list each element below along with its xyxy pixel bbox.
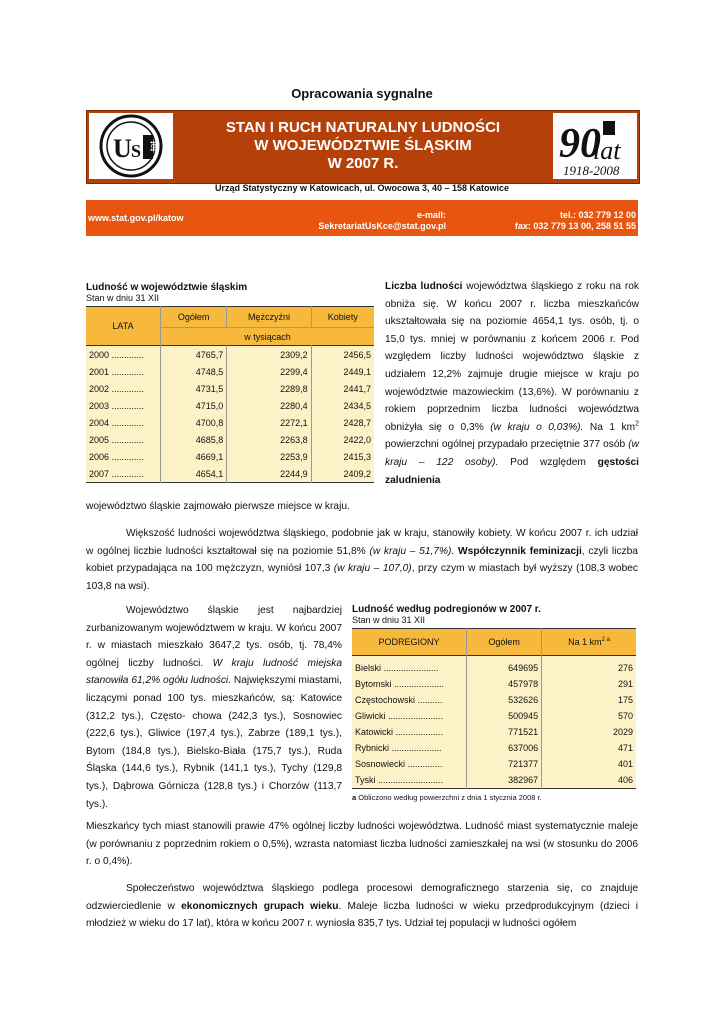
- population-table-title: Ludność w województwie śląskim: [86, 282, 248, 293]
- women-cell: 2422,0: [311, 431, 374, 448]
- population-table: [86, 306, 374, 483]
- year-cell: 2001 .............: [89, 366, 145, 377]
- paragraph-population: Liczba ludności województwa śląskiego z roku na rok obniża się. W końcu 2007 r. liczba mieszkańców ukształtowała się na poziomie 4654,1 tys. osób, tj. o 15,0 tys. mniej w porównaniu z końcem 2006 r. Pod względem liczby ludności województwo śląskie z udziałem 12,2% zajmuje drugie miejsce w kraju po województwie mazowieckim (13,6%). W porównaniu z rokiem poprzednim liczba ludności województwa obniżyła się o 0,3% (w kraju o 0,03%). Na 1 $km^2$ powierzchni ogólnej przypadało przeciętnie 377 osób (w kraju – 122 osoby). Pod względem gęstości zaludnienia: [385, 281, 640, 486]
- us-logo: [89, 113, 173, 179]
- women-cell: 2441,7: [311, 380, 374, 397]
- paragraph-feminization: Większość ludności województwa śląskiego, podobnie jak w kraju, stanowiły kobiety. W końcu 2007 r. ich udział w ogólnej liczbie ludności kształtował się na poziomie 51,8% (w kraju – 51,7%). Współczynnik feminizacji, czyli liczba kobiet przypadająca na 100 mężczyzn, wyniósł 107,3 (w kraju – 107,0), przy czym w miastach był wyższy (108,3 wobec 103,8 na wsi).: [86, 528, 638, 592]
- table-row: [352, 676, 636, 692]
- email-label: e-mail:: [416, 210, 446, 220]
- subregion-name-cell: Tyski ..........................: [355, 775, 444, 785]
- women-cell: 2409,2: [311, 465, 374, 483]
- table-row: [86, 346, 374, 364]
- density-cell: 406: [542, 772, 636, 789]
- men-cell: 2253,9: [227, 448, 311, 465]
- office-address: Urząd Statystyczny w Katowicach, ul. Owocowa 3, 40 – 158 Katowice: [214, 183, 510, 193]
- table-row: [352, 656, 636, 677]
- population-table-block: [86, 282, 376, 483]
- website-link[interactable]: www.stat.gov.pl/katow: [88, 213, 184, 223]
- col-women: Kobiety: [311, 307, 374, 328]
- total-cell: 4765,7: [161, 346, 227, 364]
- anniversary-word: lat: [593, 136, 621, 165]
- year-cell: 2005 .............: [89, 434, 145, 445]
- population-table-subtitle: Stan w dniu 31 XII: [86, 293, 160, 303]
- density-cell: 471: [542, 740, 636, 756]
- contact-bar: [86, 200, 638, 236]
- total-cell: 4700,8: [161, 414, 227, 431]
- subregion-table-title: Ludność według podregionów w 2007 r.: [352, 604, 541, 615]
- svg-text:S: S: [131, 141, 142, 161]
- subregion-name-cell: Bytomski ....................: [355, 679, 445, 689]
- email-block: [286, 210, 446, 232]
- table-row: [352, 724, 636, 740]
- col-lata: LATA: [112, 321, 134, 331]
- subregion-total-cell: 532626: [467, 692, 542, 708]
- table-row: [352, 708, 636, 724]
- subregion-name-cell: Katowicki ...................: [355, 727, 444, 737]
- total-cell: 4654,1: [161, 465, 227, 483]
- subregion-total-cell: 500945: [467, 708, 542, 724]
- email-link[interactable]: SekretariatUsKce@stat.gov.pl: [318, 221, 446, 231]
- series-title: Opracowania sygnalne: [291, 86, 433, 101]
- men-cell: 2272,1: [227, 414, 311, 431]
- subregion-total-cell: 637006: [467, 740, 542, 756]
- paragraph-population-continuation: województwo śląskie zajmowało pierwsze miejsce w kraju.: [86, 501, 350, 512]
- women-cell: 2434,5: [311, 397, 374, 414]
- table-row: [86, 465, 374, 483]
- table-row: [86, 414, 374, 431]
- phone-number: tel.: 032 779 12 00: [559, 210, 636, 220]
- table-row: [86, 431, 374, 448]
- men-cell: 2263,8: [227, 431, 311, 448]
- men-cell: 2280,4: [227, 397, 311, 414]
- women-cell: 2449,1: [311, 363, 374, 380]
- density-cell: 401: [542, 756, 636, 772]
- table-row: [352, 772, 636, 789]
- density-cell: 276: [542, 656, 636, 677]
- total-cell: 4748,5: [161, 363, 227, 380]
- men-cell: 2289,8: [227, 380, 311, 397]
- table-row: [352, 756, 636, 772]
- density-cell: 2029: [542, 724, 636, 740]
- table-row: [86, 397, 374, 414]
- table-row: [86, 448, 374, 465]
- subregion-name-cell: Częstochowski ..........: [355, 695, 443, 705]
- year-cell: 2000 .............: [89, 349, 145, 360]
- subregion-footnote: a Obliczono według powierzchni z dnia 1 stycznia 2008 r.: [352, 793, 542, 802]
- col-subregion-total: Ogółem: [467, 629, 542, 656]
- subregion-total-cell: 649695: [467, 656, 542, 677]
- document-title: STAN I RUCH NATURALNY LUDNOŚCI W WOJEWÓDZTWIE ŚLĄSKIM W 2007 R.: [225, 119, 501, 172]
- women-cell: 2456,5: [311, 346, 374, 364]
- year-cell: 2006 .............: [89, 451, 145, 462]
- year-cell: 2004 .............: [89, 417, 145, 428]
- anniversary-number: 90: [559, 121, 601, 167]
- subregion-total-cell: 382967: [467, 772, 542, 789]
- subregion-table-subtitle: Stan w dniu 31 XII: [352, 615, 426, 625]
- anniversary-years: 1918-2008: [563, 163, 620, 178]
- title-banner: [86, 110, 640, 184]
- subregion-table: [352, 628, 636, 789]
- svg-text:tat: tat: [148, 140, 158, 151]
- table-row: [86, 380, 374, 397]
- men-cell: 2299,4: [227, 363, 311, 380]
- col-subregion: PODREGIONY: [378, 637, 440, 647]
- table-row: [86, 363, 374, 380]
- subregion-name-cell: Gliwicki ......................: [355, 711, 444, 721]
- total-cell: 4685,8: [161, 431, 227, 448]
- year-cell: 2003 .............: [89, 400, 145, 411]
- subregion-name-cell: Bielski ......................: [355, 663, 439, 673]
- col-density: Na 1 $km^{2 a}$: [542, 629, 636, 656]
- women-cell: 2428,7: [311, 414, 374, 431]
- total-cell: 4715,0: [161, 397, 227, 414]
- subregion-total-cell: 771521: [467, 724, 542, 740]
- paragraph-age-groups: Społeczeństwo województwa śląskiego podlega procesowi demograficznego starzenia się, co znajduje odzwierciedlenie w ekonomicznych grupach wieku. Maleje liczba ludności w wieku przedprodukcyjnym (dzieci i młodzież w wieku do 17 lat), która w końcu 2007 r. wyniosła 835,7 tys. Udział tej populacji w ludności ogółem: [86, 883, 638, 930]
- fax-number: fax: 032 779 13 00, 258 51 55: [514, 221, 636, 231]
- men-cell: 2244,9: [227, 465, 311, 483]
- year-cell: 2002 .............: [89, 383, 145, 394]
- density-cell: 175: [542, 692, 636, 708]
- paragraph-urbanization: Województwo śląskie jest najbardziej zurbanizowanym województwem w kraju. W końcu 2007 r. w miastach mieszkało 3647,2 tys. osób, tj. 78,4% ogólnej liczby ludności. W kraju ludność miejska stanowiła 61,2% ogółu ludności. Największymi miastami, liczącymi ponad 100 tys. mieszkańców, są: Katowice (312,2 tys.), Często- chowa (242,3 tys.), Sosnowiec (222,6 tys.), Gliwice (197,4 tys.), Zabrze (189,1 tys.), Bytom (184,8 tys.), Bielsko-Biała (175,7 tys.), Ruda Śląska (144,6 tys.), Rybnik (141,1 tys.), Tychy (129,8 tys.), Dąbrowa Górnicza (128,8 tys.) i Chorzów (113,7 tys.).: [86, 605, 342, 810]
- svg-text:U: U: [113, 134, 132, 163]
- subregion-name-cell: Rybnicki ....................: [355, 743, 442, 753]
- total-cell: 4669,1: [161, 448, 227, 465]
- col-total: Ogółem: [161, 307, 227, 328]
- subregion-name-cell: Sosnowiecki ..............: [355, 759, 443, 769]
- total-cell: 4731,5: [161, 380, 227, 397]
- density-cell: 291: [542, 676, 636, 692]
- table-row: [352, 692, 636, 708]
- anniversary-logo: [553, 113, 637, 179]
- subregion-total-cell: 457978: [467, 676, 542, 692]
- col-men: Mężczyźni: [227, 307, 311, 328]
- women-cell: 2415,3: [311, 448, 374, 465]
- subregion-total-cell: 721377: [467, 756, 542, 772]
- table-row: [352, 740, 636, 756]
- subregion-table-block: [352, 604, 640, 802]
- density-cell: 570: [542, 708, 636, 724]
- paragraph-urbanization-continuation: Mieszkańcy tych miast stanowili prawie 47% ogólnej liczby ludności województwa. Ludność miast systematycznie maleje (w porównaniu z poprzednim rokiem o 0,5%), wzrasta natomiast liczba ludności zamieszkałej na wsi (w stosunku do 2006 r. o 0,4%).: [86, 821, 638, 868]
- year-cell: 2007 .............: [89, 468, 145, 479]
- phone-block: [515, 210, 636, 232]
- men-cell: 2309,2: [227, 346, 311, 364]
- unit-label: w tysiącach: [161, 328, 375, 346]
